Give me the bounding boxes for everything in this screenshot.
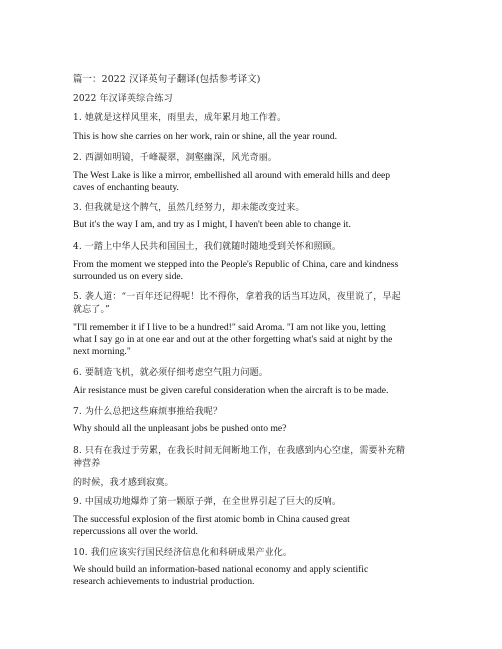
item-4-english-line-2: surrounded us on every side.: [73, 271, 184, 282]
item-3-chinese: 3. 但我就是这个脾气，虽然几经努力，却未能改变过来。: [73, 203, 305, 213]
item-5-chinese-line-2: 就忘了。”: [73, 305, 110, 315]
item-7-english: Why should all the unpleasant jobs be pushed onto me?: [73, 423, 287, 434]
item-6-english: Air resistance must be given careful consideration when the aircraft is to be made.: [73, 385, 389, 396]
document-title: 篇一：2022 汉译英句子翻译(包括参考译文): [73, 74, 261, 85]
item-8-chinese-continuation: 的时候，我才感到寂寞。: [73, 478, 174, 488]
item-2-english-line-1: The West Lake is like a mirror, embellished all around with emerald hills and deep: [73, 170, 391, 181]
item-9-english-line-1: The successful explosion of the first atomic bomb in China caused great: [73, 514, 350, 525]
item-4-chinese: 4. 一踏上中华人民共和国国土，我们就随时随地受到关怀和照顾。: [73, 242, 342, 252]
item-10-chinese: 10. 我们应该实行国民经济信息化和科研成果产业化。: [73, 548, 293, 558]
item-10-english-line-2: research achievements to industrial production.: [73, 576, 255, 587]
item-5-english-line-3: next morning.": [73, 346, 131, 357]
item-10-english-line-1: We should build an information-based national economy and apply scientific: [73, 564, 369, 575]
item-1-chinese: 1. 她就是这样风里来，雨里去，成年累月地工作着。: [73, 113, 287, 123]
item-5-english-line-1: "I'll remember it if I live to be a hundred!" said Aroma. "I am not like you, letting: [73, 322, 386, 333]
document-subtitle: 2022 年汉译英综合练习: [73, 94, 173, 104]
item-9-chinese: 9. 中国成功地爆炸了第一颗原子弹，在全世界引起了巨大的反响。: [73, 497, 342, 507]
item-4-english-line-1: From the moment we stepped into the People's Republic of China, care and kindness: [73, 259, 399, 270]
item-2-chinese: 2. 西湖如明镜，千峰凝翠，洞壑幽深，风光奇丽。: [73, 153, 278, 163]
item-2-english-line-2: caves of enchanting beauty.: [73, 182, 179, 193]
item-9-english-line-2: repercussions all over the world.: [73, 526, 198, 537]
item-5-chinese-line-1: 5. 袭人道：“一百年还记得呢！比不得你，拿着我的话当耳边风，夜里说了，早起: [73, 292, 401, 302]
item-7-chinese: 7. 为什么总把这些麻烦事推给我呢？: [73, 407, 223, 417]
item-5-english-line-2: what I say go in at one ear and out at the other forgetting what's said at night by the: [73, 334, 393, 345]
item-6-chinese: 6. 要制造飞机，就必须仔细考虑空气阻力问题。: [73, 368, 268, 378]
item-8-chinese-line-1: 8. 只有在我过于劳累，在我长时间无间断地工作，在我感到内心空虚，需要补充精: [73, 446, 406, 456]
item-1-english: This is how she carries on her work, rain or shine, all the year round.: [73, 131, 338, 142]
item-8-chinese-line-2: 神营养: [73, 459, 101, 469]
item-3-english: But it's the way I am, and try as I might, I haven't been able to change it.: [73, 219, 351, 230]
